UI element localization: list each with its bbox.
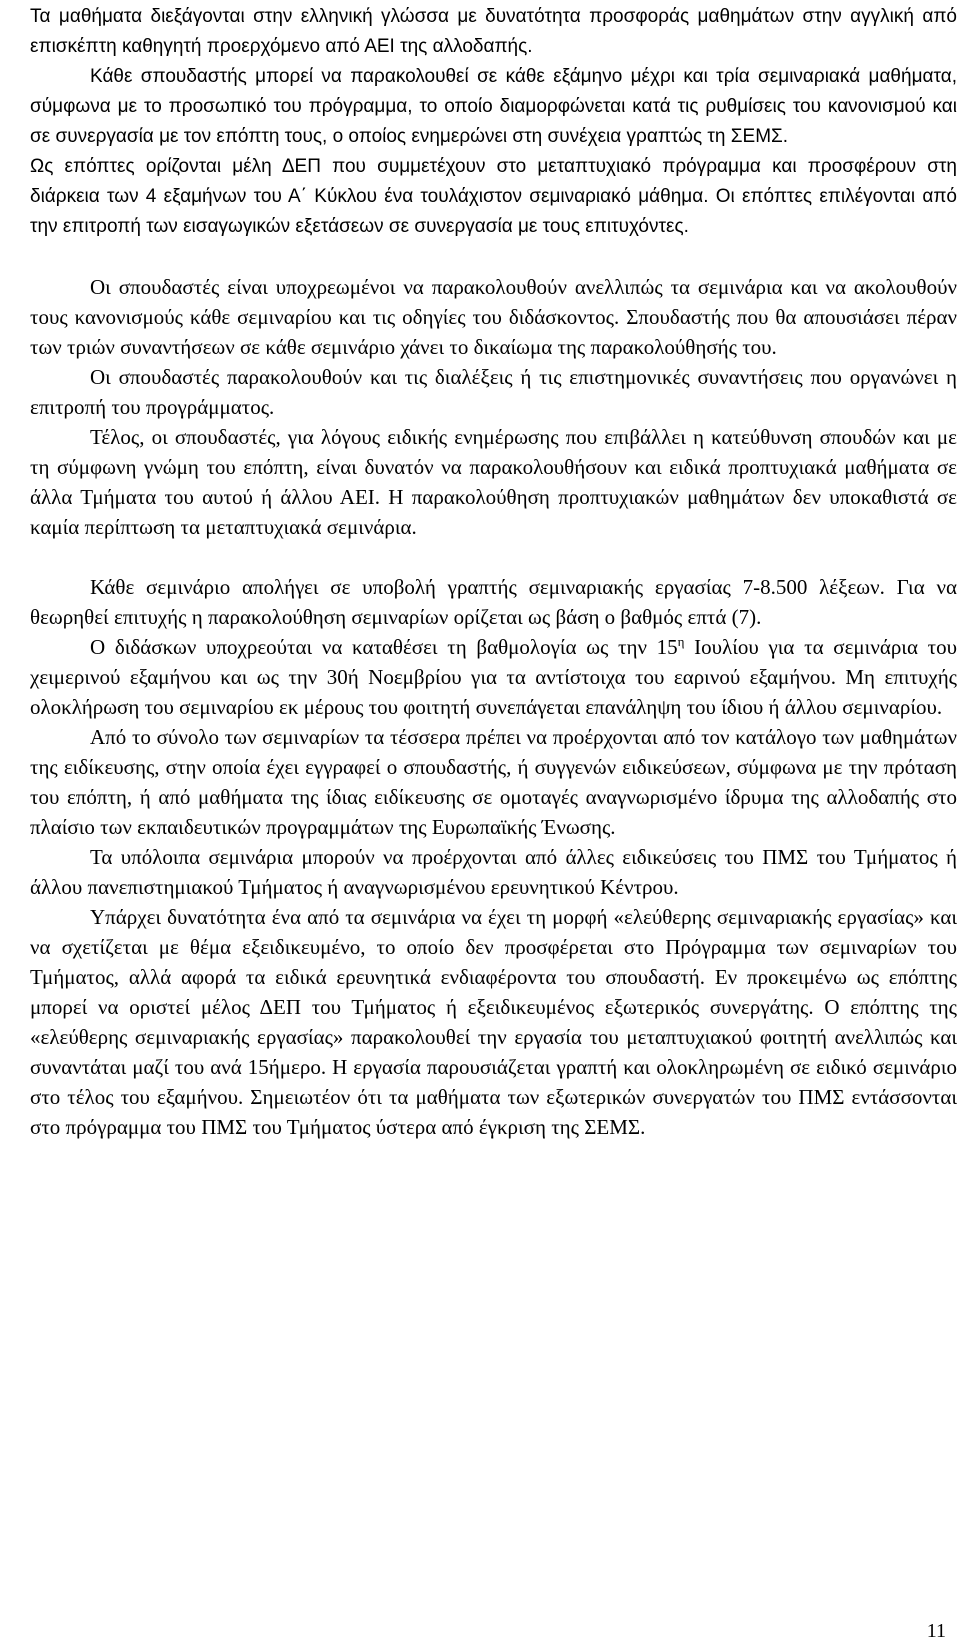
- deadline-text-end: Ιουλίου για τα σεμινάρια του χειμερινού εξαμήνου και ως την 30ή Νοεμβρίου για τα αντίστοιχα του εαρινού εξαμήνου. Μη επιτυχής ολοκλήρωση του σεμιναρίου εκ μέρους του φοιτητή συνεπάγεται επανάληψη του ίδιου ή άλλου σεμιναρίου.: [30, 635, 957, 719]
- paragraph-specialization-seminars: Από το σύνολο των σεμιναρίων τα τέσσερα πρέπει να προέρχονται από τον κατάλογο των μαθημάτων της ειδίκευσης, στην οποία έχει εγγραφεί ο σπουδαστής, ή συγγενών ειδικεύσεων, σύμφωνα με την πρόταση του επόπτη, ή από μαθήματα της ίδιας ειδίκευσης σε ομοταγές αναγνωρισμένο ίδρυμα της αλλοδαπής στο πλαίσιο των εκπαιδευτικών προγραμμάτων της Ευρωπαϊκής Ένωσης.: [30, 725, 957, 839]
- paragraph-language: Τα μαθήματα διεξάγονται στην ελληνική γλώσσα με δυνατότητα προσφοράς μαθημάτων στην αγγλική από επισκέπτη καθηγητή προερχόμενο από ΑΕΙ της αλλοδαπής.: [30, 6, 957, 57]
- paragraph-seminar-paper: Κάθε σεμινάριο απολήγει σε υποβολή γραπτής σεμιναριακής εργασίας 7-8.500 λέξεων. Για να θεωρηθεί επιτυχής η παρακολούθηση σεμιναρίων ορίζεται ως βάση ο βαθμός επτά (7).: [30, 575, 957, 629]
- deadline-text-start: Ο διδάσκων υποχρεούται να καταθέσει τη βαθμολογία ως την 15: [90, 635, 678, 659]
- ordinal-superscript: η: [677, 634, 685, 649]
- document-page: [30, 0, 957, 1142]
- paragraph-grading-deadline: [30, 632, 957, 722]
- paragraph-attendance: Οι σπουδαστές είναι υποχρεωμένοι να παρακολουθούν ανελλιπώς τα σεμινάρια και να ακολουθούν τους κανονισμούς κάθε σεμιναρίου και τις οδηγίες του διδάσκοντος. Σπουδαστής που θα απουσιάσει πέραν των τριών συναντήσεων σε κάθε σεμινάριο χάνει το δικαίωμα της παρακολούθησής του.: [30, 275, 957, 359]
- paragraph-other-seminars: Τα υπόλοιπα σεμινάρια μπορούν να προέρχονται από άλλες ειδικεύσεις του ΠΜΣ του Τμήματος ή άλλου πανεπιστημιακού Τμήματος ή αναγνωρισμένου ερευνητικού Κέντρου.: [30, 845, 957, 899]
- paragraph-lectures: Οι σπουδαστές παρακολουθούν και τις διαλέξεις ή τις επιστημονικές συναντήσεις που οργανώνει η επιτροπή του προγράμματος.: [30, 365, 957, 419]
- paragraph-free-seminar-work: Υπάρχει δυνατότητα ένα από τα σεμινάρια να έχει τη μορφή «ελεύθερης σεμιναριακής εργασίας» και να σχετίζεται με θέμα εξειδικευμένο, το οποίο δεν προσφέρεται στο Πρόγραμμα των σεμιναρίων του Τμήματος, αλλά αφορά τα ειδικά ερευνητικά ενδιαφέροντα του σπουδαστή. Εν προκειμένω ως επόπτης μπορεί να οριστεί μέλος ΔΕΠ του Τμήματος ή εξειδικευμένος εξωτερικός συνεργάτης. Ο επόπτης της «ελεύθερης σεμιναριακής εργασίας» παρακολουθεί την εργασία του μεταπτυχιακού φοιτητή ανελλιπώς και συναντάται μαζί του ανά 15ήμερο. Η εργασία παρουσιάζεται γραπτή και ολοκληρωμένη σε ειδικό σεμινάριο στο τέλος του εξαμήνου. Σημειωτέον ότι τα μαθήματα των εξωτερικών συνεργατών του ΠΜΣ εντάσσονται στο πρόγραμμα του ΠΜΣ του Τμήματος ύστερα από έγκριση της ΣΕΜΣ.: [30, 905, 957, 1139]
- page-number: 11: [926, 1620, 946, 1642]
- paragraph-course-load: Κάθε σπουδαστής μπορεί να παρακολουθεί σε κάθε εξάμηνο μέχρι και τρία σεμιναριακά μαθήματα, σύμφωνα με το προσωπικό του πρόγραμμα, το οποίο διαμορφώνεται κατά τις ρυθμίσεις του κανονισμού και σε συνεργασία με τον επόπτη τους, ο οποίος ενημερώνει στη συνέχεια γραπτώς τη ΣΕΜΣ.: [30, 66, 957, 147]
- paragraph-supervisors: Ως επόπτες ορίζονται μέλη ΔΕΠ που συμμετέχουν στο μεταπτυχιακό πρόγραμμα και προσφέρουν στη διάρκεια των 4 εξαμήνων του Α΄ Κύκλου ένα τουλάχιστον σεμιναριακό μάθημα. Οι επόπτες επιλέγονται από την επιτροπή των εισαγωγικών εξετάσεων σε συνεργασία με τους επιτυχόντες.: [30, 156, 957, 237]
- paragraph-undergraduate-courses: Τέλος, οι σπουδαστές, για λόγους ειδικής ενημέρωσης που επιβάλλει η κατεύθυνση σπουδών και με τη σύμφωνη γνώμη του επόπτη, είναι δυνατόν να παρακολουθήσουν και ειδικά προπτυχιακά μαθήματα σε άλλα Τμήματα του αυτού ή άλλου ΑΕΙ. Η παρακολούθηση προπτυχιακών μαθημάτων δεν υποκαθιστά σε καμία περίπτωση τα μεταπτυχιακά σεμινάρια.: [30, 425, 957, 539]
